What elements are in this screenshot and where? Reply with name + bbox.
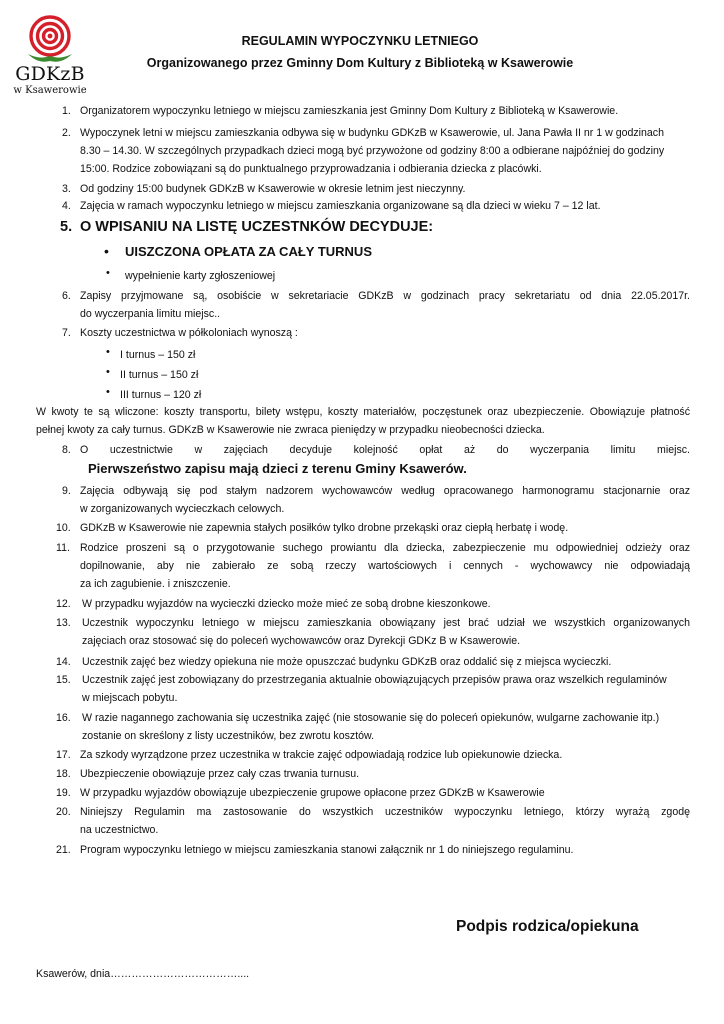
item-text: zostanie on skreślony z listy uczestników, bez zwrotu kosztów. bbox=[82, 730, 375, 742]
bullet-icon: • bbox=[106, 267, 110, 279]
item-text: Za szkody wyrządzone przez uczestnika w trakcie zajęć odpowiadają rodzice lub opiekunowie dziecka. bbox=[80, 749, 563, 761]
item-number: 11. bbox=[56, 542, 70, 554]
item-text: do wyczerpania limitu miejsc.. bbox=[80, 308, 221, 320]
item-text: 15:00. Rodzice zobowiązani są do punktualnego przyprowadzania i odbierania dziecka z placówki. bbox=[80, 163, 542, 175]
item-text: W razie nagannego zachowania się uczestnika zajęć (nie stosowanie się do poleceń opiekunów, wulgarne zachowanie itp.) bbox=[82, 712, 660, 724]
item-number: 20. bbox=[56, 806, 71, 818]
item-number: 7. bbox=[62, 327, 71, 339]
item-text: na uczestnictwo. bbox=[80, 824, 159, 836]
item-number: 8. bbox=[62, 444, 71, 456]
item-number: 3. bbox=[62, 183, 71, 195]
item-text: Uczestnik wypoczynku letniego w miejscu zamieszkania obowiązany jest brać udział we wszystkich organizowanych bbox=[82, 617, 690, 629]
item-text: Zajęcia odbywają się pod stałym nadzorem wychowawców według opracowanego harmonogramu stacjonarnie oraz bbox=[80, 485, 690, 497]
item-number: 14. bbox=[56, 656, 71, 668]
logo-name: GDKzB bbox=[15, 63, 85, 85]
item-number: 6. bbox=[62, 290, 71, 302]
item-number: 13. bbox=[56, 617, 71, 629]
bullet-text: I turnus – 150 zł bbox=[120, 349, 196, 361]
item-number: 19. bbox=[56, 787, 71, 799]
item-number: 16. bbox=[56, 712, 71, 724]
item-text: W przypadku wyjazdów na wycieczki dziecko może mieć ze sobą drobne kieszonkowe. bbox=[82, 598, 491, 610]
item-text: Ubezpieczenie obowiązuje przez cały czas trwania turnusu. bbox=[80, 768, 360, 780]
item-number: 18. bbox=[56, 768, 71, 780]
bullet-text: wypełnienie karty zgłoszeniowej bbox=[125, 270, 276, 282]
note-text: pełnej kwoty za cały turnus. GDKzB w Ksawerowie nie zwraca pieniędzy w przypadku nieobecności dziecka. bbox=[36, 424, 545, 436]
item-number: 4. bbox=[62, 200, 71, 212]
item-text: Wypoczynek letni w miejscu zamieszkania odbywa się w budynku GDKzB w Ksawerowie, ul. Jana Pawła II nr 1 w godzinach bbox=[80, 127, 664, 139]
item-text: Uczestnik zajęć bez wiedzy opiekuna nie może opuszczać budynku GDKzB oraz oddalić się z miejsca wycieczki. bbox=[82, 656, 612, 668]
logo-subtitle: w Ksawerowie bbox=[13, 85, 87, 96]
item-number: 15. bbox=[56, 674, 71, 686]
item-text: Od godziny 15:00 budynek GDKzB w Ksawerowie w okresie letnim jest nieczynny. bbox=[80, 183, 466, 195]
bullet-text: III turnus – 120 zł bbox=[120, 389, 202, 401]
item-text: w zorganizowanych wycieczkach celowych. bbox=[80, 503, 285, 515]
item-text: dopilnowanie, aby nie zabierało ze sobą rzeczy wartościowych i cennych - wychowawcy nie odpowiadają bbox=[80, 560, 690, 572]
item-text: Zapisy przyjmowane są, osobiście w sekretariacie GDKzB w godzinach pracy sekretariatu od dnia 22.05.2017r. bbox=[80, 290, 690, 302]
item-number: 21. bbox=[56, 844, 71, 856]
item-number: 12. bbox=[56, 598, 71, 610]
item-text: zajęciach oraz stosować się do poleceń wychowawców oraz Dyrekcji GDKz B w Ksawerowie. bbox=[82, 635, 521, 647]
note-text: W kwoty te są wliczone: koszty transportu, bilety wstępu, koszty materiałów, poczęstunek oraz ubezpieczenie. Obowiązuje płatność bbox=[36, 406, 690, 418]
signature-label: Podpis rodzica/opiekuna bbox=[456, 918, 639, 935]
bullet-icon: • bbox=[106, 386, 110, 398]
document-title: REGULAMIN WYPOCZYNKU LETNIEGO bbox=[241, 34, 479, 48]
bullet-text: II turnus – 150 zł bbox=[120, 369, 199, 381]
item-number: 9. bbox=[62, 485, 71, 497]
item-number: 2. bbox=[62, 127, 71, 139]
item-text: w miejscach pobytu. bbox=[82, 692, 178, 704]
item-heading: O WPISANIU NA LISTĘ UCZESTNKÓW DECYDUJE: bbox=[80, 219, 434, 235]
logo bbox=[8, 14, 92, 100]
item-text: GDKzB w Ksawerowie nie zapewnia stałych posiłków tylko drobne przekąski oraz ciepłą herbatę i wodę. bbox=[80, 522, 569, 534]
item-text: za ich zagubienie. i zniszczenie. bbox=[80, 578, 231, 590]
document-subtitle: Organizowanego przez Gminny Dom Kultury z Biblioteką w Ksawerowie bbox=[146, 56, 574, 70]
item-number: 5. bbox=[60, 219, 73, 235]
bullet-icon: • bbox=[104, 243, 109, 259]
place-date-field: Ksawerów, dnia……………………………….... bbox=[36, 968, 250, 980]
item-text: Zajęcia w ramach wypoczynku letniego w miejscu zamieszkania organizowane są dla dzieci w wieku 7 – 12 lat. bbox=[80, 200, 601, 212]
item-text: Program wypoczynku letniego w miejscu zamieszkania stanowi załącznik nr 1 do niniejszego regulaminu. bbox=[80, 844, 574, 856]
item-emphasis: Pierwszeństwo zapisu mają dzieci z terenu Gminy Ksawerów. bbox=[88, 461, 467, 476]
bullet-text: UISZCZONA OPŁATA ZA CAŁY TURNUS bbox=[125, 244, 372, 259]
item-text: Rodzice proszeni są o przygotowanie suchego prowiantu dla dziecka, zabezpieczenie mu odpowiedniej odzieży oraz bbox=[80, 542, 690, 554]
item-number: 10. bbox=[56, 522, 71, 534]
item-text: W przypadku wyjazdów obowiązuje ubezpieczenie grupowe opłacone przez GDKzB w Ksawerowie bbox=[80, 787, 545, 799]
bullet-icon: • bbox=[106, 366, 110, 378]
item-number: 1. bbox=[62, 105, 71, 117]
rose-icon bbox=[22, 14, 78, 66]
item-text: Niniejszy Regulamin ma zastosowanie do wszystkich uczestników wypoczynku letniego, którzy wyrażą zgodę bbox=[80, 806, 690, 818]
item-text: O uczestnictwie w zajęciach decyduje kolejność opłat aż do wyczerpania limitu miejsc. bbox=[80, 444, 690, 456]
bullet-icon: • bbox=[106, 346, 110, 358]
item-number: 17. bbox=[56, 749, 71, 761]
item-text: Organizatorem wypoczynku letniego w miejscu zamieszkania jest Gminny Dom Kultury z Biblioteką w Ksawerowie. bbox=[80, 105, 619, 117]
item-text: Koszty uczestnictwa w półkoloniach wynoszą : bbox=[80, 327, 298, 339]
item-text: 8.30 – 14.30. W szczególnych przypadkach dzieci mogą być przywożone od godziny 8:00 a odbierane najpóźniej do godziny bbox=[80, 145, 665, 157]
item-text: Uczestnik zajęć jest zobowiązany do przestrzegania aktualnie obowiązujących przepisów prawa oraz wszelkich regulaminów bbox=[82, 674, 667, 686]
